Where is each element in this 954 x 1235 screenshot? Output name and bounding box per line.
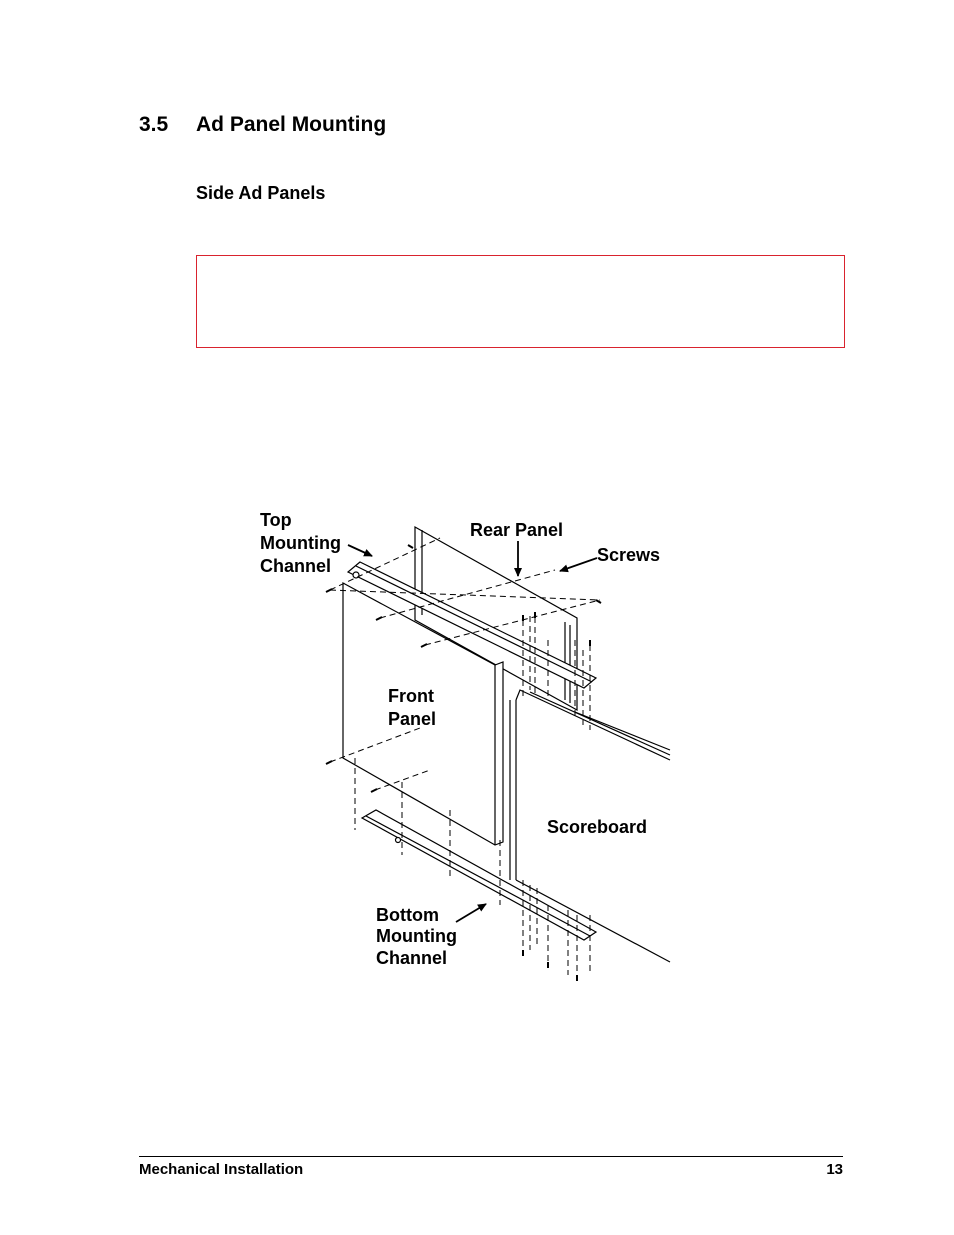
note-box [196, 255, 845, 348]
section-heading [139, 113, 386, 137]
label-top-mounting-channel: Top Mounting Channel [260, 510, 341, 576]
footer-chapter: Mechanical Installation [139, 1161, 304, 1178]
ad-panel-mounting-diagram [250, 500, 680, 990]
label-scoreboard: Scoreboard [547, 817, 648, 837]
diagram-svg [250, 500, 680, 990]
section-title: Ad Panel Mounting [196, 113, 387, 136]
label-front-panel: Front Panel [388, 686, 437, 729]
label-screws: Screws [597, 545, 661, 565]
page-number: 13 [826, 1161, 843, 1178]
label-rear-panel: Rear Panel [470, 520, 564, 540]
label-bottom-mounting-channel: Bottom Mounting Channel [376, 905, 457, 968]
subsection-title: Side Ad Panels [196, 183, 326, 203]
section-number: 3.5 [139, 113, 169, 136]
footer-rule [139, 1156, 843, 1157]
